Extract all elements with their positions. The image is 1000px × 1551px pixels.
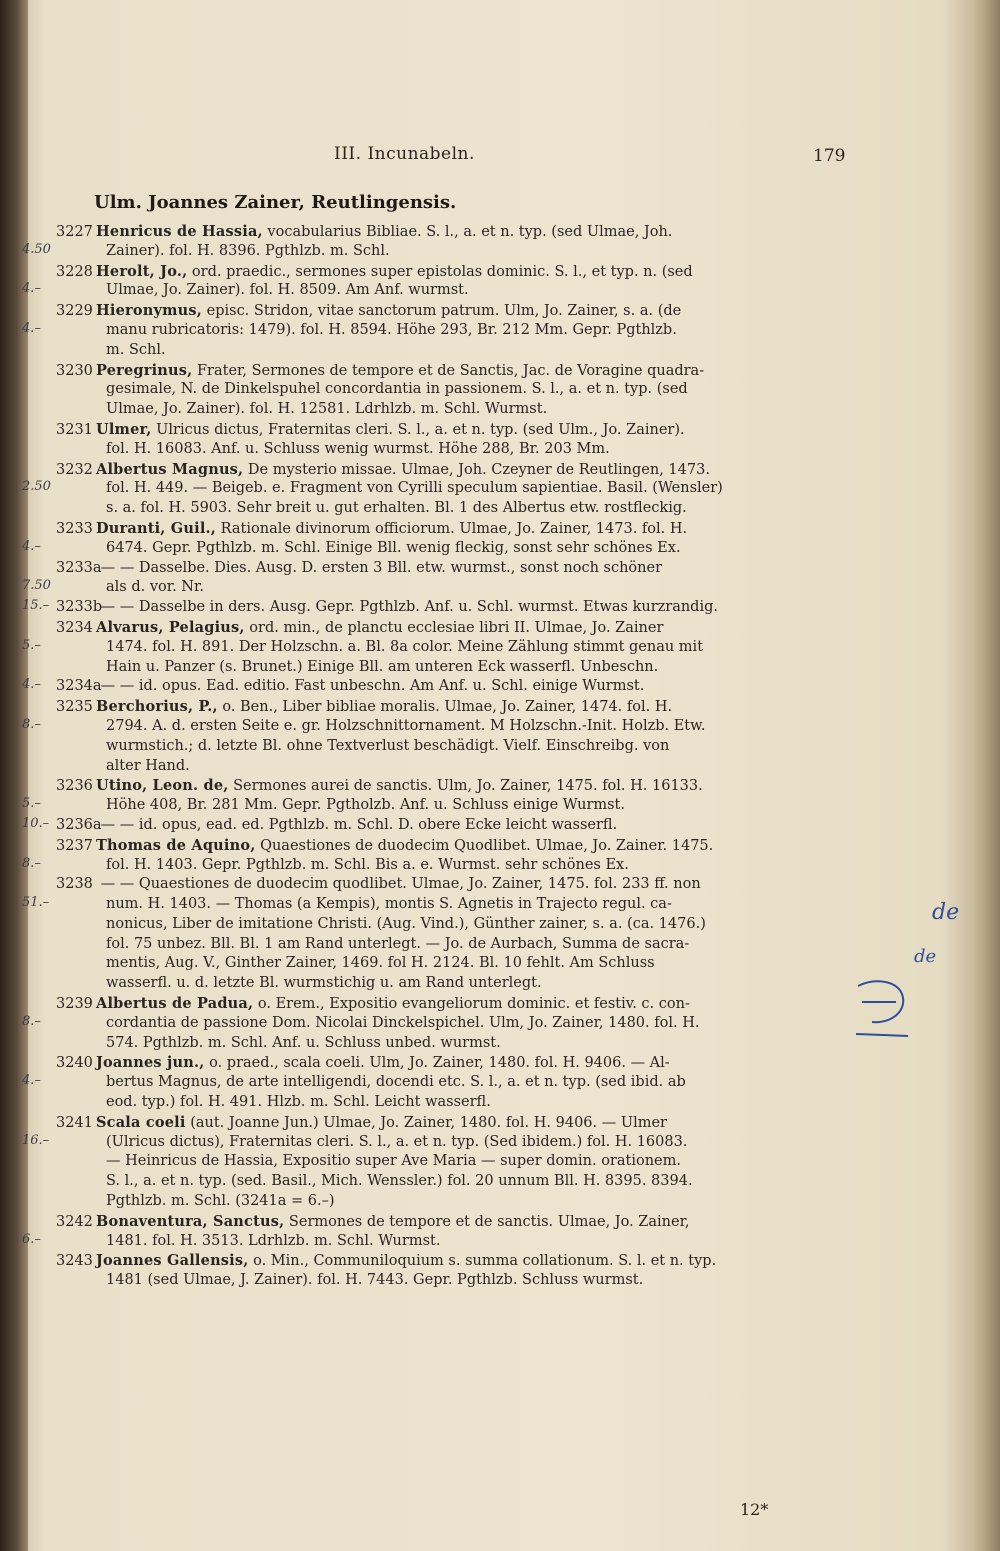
entry-text: 6474. Gepr. Pgthlzb. m. Schl. Einige Bll. wenig fleckig, sonst sehr schönes Ex. bbox=[106, 539, 681, 556]
entry-first-line bbox=[30, 519, 872, 539]
entry-number: 3235 bbox=[56, 699, 93, 716]
catalog-entry bbox=[22, 875, 970, 994]
handwritten-price: 10.– bbox=[22, 815, 50, 831]
entry-continuation-line bbox=[30, 1073, 872, 1093]
entry-text: 1481. fol. H. 3513. Ldrhlzb. m. Schl. Wurmst. bbox=[106, 1232, 441, 1249]
entry-text: gesimale, N. de Dinkelspuhel concordantia in passionem. S. l., a. et n. typ. (sed bbox=[106, 381, 688, 398]
entry-text: Ulmae, Jo. Zainer). fol. H. 8509. Am Anf. wurmst. bbox=[106, 282, 469, 299]
handwritten-price: 2.50 bbox=[22, 479, 51, 495]
entry-first-line bbox=[30, 361, 872, 381]
entry-first-line bbox=[30, 776, 872, 796]
entry-text: (Ulricus dictus), Fraternitas cleri. S. l., a. et n. typ. (Sed ibidem.) fol. H. 16083. bbox=[106, 1133, 688, 1150]
handwritten-price: 8.– bbox=[22, 855, 41, 871]
entry-first-line bbox=[30, 697, 872, 717]
entry-author: Berchorius, P., bbox=[96, 698, 218, 716]
entry-number: 3234 bbox=[56, 619, 93, 636]
handwritten-price: 4.– bbox=[22, 677, 41, 693]
entry-number: 3239 bbox=[56, 996, 93, 1013]
entry-first-line bbox=[30, 618, 872, 638]
entry-text: Sermones de tempore et de sanctis. Ulmae, Jo. Zainer, bbox=[284, 1213, 690, 1230]
entry-continuation-line bbox=[30, 341, 872, 361]
entry-continuation-line bbox=[30, 479, 872, 499]
entry-first-line bbox=[30, 420, 872, 440]
entry-text: Rationale divinorum officiorum. Ulmae, Jo. Zainer, 1473. fol. H. bbox=[216, 520, 688, 537]
entry-text: eod. typ.) fol. H. 491. Hlzb. m. Schl. Leicht wasserfl. bbox=[106, 1094, 491, 1111]
catalog-entry bbox=[22, 1113, 970, 1212]
entry-number: 3238 bbox=[56, 876, 93, 893]
entry-text: nonicus, Liber de imitatione Christi. (Aug. Vind.), Günther zainer, s. a. (ca. 1476.) bbox=[106, 915, 706, 932]
entry-number: 3236a bbox=[56, 816, 102, 833]
handwritten-price: 8.– bbox=[22, 716, 41, 732]
section-heading: Ulm. Joannes Zainer, Reutlingensis. bbox=[94, 192, 457, 213]
entry-number: 3236 bbox=[56, 778, 93, 795]
entry-continuation-line bbox=[30, 1271, 872, 1291]
page-header bbox=[30, 142, 970, 172]
signature-mark: 12* bbox=[740, 1500, 769, 1519]
entry-continuation-line bbox=[30, 1152, 872, 1172]
entry-text: fol. H. 16083. Anf. u. Schluss wenig wurmst. Höhe 288, Br. 203 Mm. bbox=[106, 440, 610, 457]
handwritten-price: 8.– bbox=[22, 1013, 41, 1029]
entry-number: 3232 bbox=[56, 461, 93, 478]
entry-continuation-line bbox=[30, 954, 872, 974]
entry-number: 3242 bbox=[56, 1213, 93, 1230]
handwritten-price: 4.50 bbox=[22, 241, 51, 257]
entry-text: vocabularius Bibliae. S. l., a. et n. typ. (sed Ulmae, Joh. bbox=[262, 224, 673, 240]
right-book-edge bbox=[974, 0, 1000, 1551]
catalog-entry bbox=[30, 361, 970, 420]
entry-first-line bbox=[30, 816, 872, 836]
catalog-entry bbox=[22, 519, 970, 559]
entry-text: Ulmae, Jo. Zainer). fol. H. 12581. Ldrhlzb. m. Schl. Wurmst. bbox=[106, 401, 548, 418]
entry-first-line bbox=[30, 460, 872, 480]
entry-continuation-line bbox=[30, 915, 872, 935]
handwritten-price: 4.– bbox=[22, 538, 41, 554]
entry-text: wasserfl. u. d. letzte Bl. wurmstichig u. am Rand unterlegt. bbox=[106, 975, 542, 992]
entry-author: Utino, Leon. de, bbox=[96, 777, 229, 795]
entry-text: s. a. fol. H. 5903. Sehr breit u. gut erhalten. Bl. 1 des Albertus etw. rostfleckig. bbox=[106, 500, 687, 517]
entry-text: — — id. opus. Ead. editio. Fast unbeschn. Am Anf. u. Schl. einige Wurmst. bbox=[96, 678, 645, 695]
entry-first-line bbox=[30, 994, 872, 1014]
entry-text: — — Dasselbe in ders. Ausg. Gepr. Pgthlzb. Anf. u. Schl. wurmst. Etwas kurzrandig. bbox=[96, 599, 718, 616]
entry-text: — Heinricus de Hassia, Expositio super Ave Maria — super domin. orationem. bbox=[106, 1153, 681, 1170]
entry-text: — — Quaestiones de duodecim quodlibet. Ulmae, Jo. Zainer, 1475. fol. 233 ff. non bbox=[96, 876, 701, 893]
entry-continuation-line bbox=[30, 1192, 872, 1212]
entry-text: ord. min., de planctu ecclesiae libri II. Ulmae, Jo. Zainer bbox=[244, 619, 664, 636]
entry-text: Quaestiones de duodecim Quodlibet. Ulmae, Jo. Zainer. 1475. bbox=[255, 837, 714, 854]
entry-author: Scala coeli bbox=[96, 1113, 186, 1131]
entry-text: Ulricus dictus, Fraternitas cleri. S. l., a. et n. typ. (sed Ulm., Jo. Zainer). bbox=[151, 421, 685, 438]
entry-author: Bonaventura, Sanctus, bbox=[96, 1212, 285, 1230]
catalog-entry bbox=[22, 262, 970, 302]
entry-number: 3233b bbox=[56, 599, 103, 616]
entry-continuation-line bbox=[30, 935, 872, 955]
handwritten-price: 4.– bbox=[22, 320, 41, 336]
handwritten-price: 6.– bbox=[22, 1231, 41, 1247]
entry-continuation-line bbox=[30, 757, 872, 777]
entry-first-line bbox=[30, 677, 872, 697]
entry-number: 3227 bbox=[56, 224, 93, 240]
entry-first-line bbox=[30, 875, 872, 895]
entry-text: fol. H. 449. — Beigeb. e. Fragment von Cyrilli speculum sapientiae. Basil. (Wensler) bbox=[106, 480, 723, 497]
entry-text: episc. Stridon, vitae sanctorum patrum. Ulm, Jo. Zainer, s. a. (de bbox=[202, 303, 682, 320]
entry-number: 3240 bbox=[56, 1055, 93, 1072]
entry-continuation-line bbox=[30, 658, 872, 678]
entry-text: Zainer). fol. H. 8396. Pgthlzb. m. Schl. bbox=[106, 242, 390, 259]
entry-author: Herolt, Jo., bbox=[96, 262, 188, 280]
catalog-entry bbox=[30, 420, 970, 460]
entry-continuation-line bbox=[30, 856, 872, 876]
entry-text: — — Dasselbe. Dies. Ausg. D. ersten 3 Bll. etw. wurmst., sonst noch schöner bbox=[96, 559, 663, 576]
entry-continuation-line bbox=[30, 242, 872, 262]
entry-text: cordantia de passione Dom. Nicolai Dinckelspichel. Ulm, Jo. Zainer, 1480. fol. H. bbox=[106, 1014, 700, 1031]
entry-text: De mysterio missae. Ulmae, Joh. Czeyner de Reutlingen, 1473. bbox=[243, 461, 710, 478]
handwritten-price: 4.– bbox=[22, 281, 41, 297]
entry-continuation-line bbox=[30, 638, 872, 658]
catalog-entry bbox=[22, 222, 970, 262]
entry-author: Albertus Magnus, bbox=[96, 460, 244, 478]
entry-continuation-line bbox=[30, 895, 872, 915]
entry-number: 3241 bbox=[56, 1114, 93, 1131]
entry-author: Duranti, Guil., bbox=[96, 519, 217, 537]
entry-author: Ulmer, bbox=[96, 420, 152, 438]
entry-first-line bbox=[30, 1113, 872, 1133]
entry-text: 2794. A. d. ersten Seite e. gr. Holzschnittornament. M Holzschn.-Init. Holzb. Etw. bbox=[106, 717, 706, 734]
entry-text: mentis, Aug. V., Ginther Zainer, 1469. fol H. 2124. Bl. 10 fehlt. Am Schluss bbox=[106, 955, 655, 972]
entry-number: 3234a bbox=[56, 678, 102, 695]
entry-continuation-line bbox=[30, 321, 872, 341]
entry-text: Pgthlzb. m. Schl. (3241a = 6.–) bbox=[106, 1193, 335, 1210]
entry-text: fol. 75 unbez. Bll. Bl. 1 am Rand unterlegt. — Jo. de Aurbach, Summa de sacra- bbox=[106, 935, 690, 952]
catalog-entry bbox=[22, 598, 970, 618]
entry-continuation-line bbox=[30, 440, 872, 460]
entry-number: 3229 bbox=[56, 303, 93, 320]
entry-author: Albertus de Padua, bbox=[96, 995, 254, 1013]
entry-continuation-line bbox=[30, 1172, 872, 1192]
handwritten-margin-note: de bbox=[914, 946, 937, 967]
entry-text: S. l., a. et n. typ. (sed. Basil., Mich. Wenssler.) fol. 20 unnum Bll. H. 8395. 8394. bbox=[106, 1173, 693, 1190]
catalog-entry bbox=[22, 1212, 970, 1252]
catalog-entry bbox=[22, 559, 970, 599]
handwritten-price: 5.– bbox=[22, 637, 41, 653]
entry-continuation-line bbox=[30, 1133, 872, 1153]
entry-text: Höhe 408, Br. 281 Mm. Gepr. Pgtholzb. Anf. u. Schluss einige Wurmst. bbox=[106, 797, 625, 814]
entry-number: 3237 bbox=[56, 837, 93, 854]
entry-first-line bbox=[30, 222, 872, 242]
catalog-entry bbox=[22, 697, 970, 776]
entry-text: m. Schl. bbox=[106, 341, 166, 358]
entry-number: 3233 bbox=[56, 520, 93, 537]
handwritten-price: 5.– bbox=[22, 796, 41, 812]
entry-first-line bbox=[30, 836, 872, 856]
entry-continuation-line bbox=[30, 1232, 872, 1252]
catalog-entry bbox=[22, 815, 970, 836]
handwritten-price: 16.– bbox=[22, 1132, 50, 1148]
entry-text: (aut. Joanne Jun.) Ulmae, Jo. Zainer, 1480. fol. H. 9406. — Ulmer bbox=[185, 1114, 667, 1131]
entry-continuation-line bbox=[30, 1034, 872, 1054]
entry-text: o. Erem., Expositio evangeliorum dominic. et festiv. c. con- bbox=[253, 996, 690, 1013]
entry-continuation-line bbox=[30, 1093, 872, 1113]
entry-continuation-line bbox=[30, 281, 872, 301]
entry-text: 1474. fol. H. 891. Der Holzschn. a. Bl. 8a color. Meine Zählung stimmt genau mit bbox=[106, 638, 704, 655]
entry-text: 574. Pgthlzb. m. Schl. Anf. u. Schluss unbed. wurmst. bbox=[106, 1034, 501, 1051]
entry-first-line bbox=[30, 559, 872, 579]
catalog-entry bbox=[22, 301, 970, 360]
catalog-entry bbox=[22, 677, 970, 697]
entry-text: bertus Magnus, de arte intelligendi, docendi etc. S. l., a. et n. typ. (sed ibid. ab bbox=[106, 1074, 686, 1091]
handwritten-bracket-icon bbox=[852, 972, 912, 1038]
entry-continuation-line bbox=[30, 796, 872, 816]
entry-text: o. Min., Communiloquium s. summa collationum. S. l. et n. typ. bbox=[248, 1253, 717, 1270]
entry-author: Hieronymus, bbox=[96, 302, 203, 320]
page-number: 179 bbox=[813, 146, 846, 166]
entry-first-line bbox=[30, 598, 872, 618]
entry-continuation-line bbox=[30, 380, 872, 400]
entry-number: 3233a bbox=[56, 559, 102, 576]
entry-text: wurmstich.; d. letzte Bl. ohne Textverlust beschädigt. Vielf. Einschreibg. von bbox=[106, 737, 670, 754]
entry-number: 3243 bbox=[56, 1253, 93, 1270]
entry-author: Henricus de Hassia, bbox=[96, 223, 263, 240]
entry-first-line bbox=[30, 1212, 872, 1232]
handwritten-price: 7.50 bbox=[22, 578, 51, 594]
catalog-entries bbox=[22, 222, 970, 1291]
entry-author: Joannes Gallensis, bbox=[96, 1252, 249, 1270]
handwritten-price: 15.– bbox=[22, 598, 50, 614]
entry-text: ord. praedic., sermones super epistolas dominic. S. l., et typ. n. (sed bbox=[187, 263, 693, 280]
catalog-entry bbox=[22, 618, 970, 677]
entry-continuation-line bbox=[30, 717, 872, 737]
entry-first-line bbox=[30, 1251, 872, 1271]
entry-continuation-line bbox=[30, 974, 872, 994]
handwritten-price: 4.– bbox=[22, 1073, 41, 1089]
entry-number: 3230 bbox=[56, 362, 93, 379]
entry-continuation-line bbox=[30, 499, 872, 519]
catalog-entry bbox=[22, 1053, 970, 1112]
entry-continuation-line bbox=[30, 737, 872, 757]
entry-author: Alvarus, Pelagius, bbox=[96, 618, 245, 636]
catalog-entry bbox=[22, 836, 970, 876]
entry-text: als d. vor. Nr. bbox=[106, 579, 204, 596]
entry-text: num. H. 1403. — Thomas (a Kempis), montis S. Agnetis in Trajecto regul. ca- bbox=[106, 896, 672, 913]
entry-continuation-line bbox=[30, 400, 872, 420]
entry-number: 3228 bbox=[56, 263, 93, 280]
entry-text: Frater, Sermones de tempore et de Sanctis, Jac. de Voragine quadra- bbox=[192, 362, 705, 379]
catalog-entry bbox=[30, 1251, 970, 1291]
entry-first-line bbox=[30, 262, 872, 282]
entry-first-line bbox=[30, 1053, 872, 1073]
entry-continuation-line bbox=[30, 1014, 872, 1034]
entry-text: manu rubricatoris: 1479). fol. H. 8594. Höhe 293, Br. 212 Mm. Gepr. Pgthlzb. bbox=[106, 321, 677, 338]
entry-author: Joannes jun., bbox=[96, 1054, 205, 1072]
running-title: III. Incunabeln. bbox=[334, 144, 475, 164]
handwritten-margin-note: de bbox=[932, 900, 960, 925]
entry-text: fol. H. 1403. Gepr. Pgthlzb. m. Schl. Bis a. e. Wurmst. sehr schönes Ex. bbox=[106, 856, 629, 873]
entry-author: Peregrinus, bbox=[96, 361, 193, 379]
entry-text: 1481 (sed Ulmae, J. Zainer). fol. H. 7443. Gepr. Pgthlzb. Schluss wurmst. bbox=[106, 1272, 644, 1289]
entry-text: — — id. opus, ead. ed. Pgthlzb. m. Schl. D. obere Ecke leicht wasserfl. bbox=[96, 816, 618, 833]
entry-text: o. Ben., Liber bibliae moralis. Ulmae, Jo. Zainer, 1474. fol. H. bbox=[217, 699, 673, 716]
entry-text: alter Hand. bbox=[106, 757, 190, 774]
handwritten-price: 51.– bbox=[22, 895, 50, 911]
catalog-page bbox=[22, 0, 972, 1551]
entry-text: Hain u. Panzer (s. Brunet.) Einige Bll. am unteren Eck wasserfl. Unbeschn. bbox=[106, 658, 659, 675]
entry-text: o. praed., scala coeli. Ulm, Jo. Zainer, 1480. fol. H. 9406. — Al- bbox=[204, 1055, 670, 1072]
catalog-entry bbox=[22, 776, 970, 816]
entry-continuation-line bbox=[30, 539, 872, 559]
entry-author: Thomas de Aquino, bbox=[96, 836, 256, 854]
entry-continuation-line bbox=[30, 578, 872, 598]
entry-text: Sermones aurei de sanctis. Ulm, Jo. Zainer, 1475. fol. H. 16133. bbox=[228, 778, 703, 795]
entry-first-line bbox=[30, 301, 872, 321]
left-book-edge bbox=[0, 0, 28, 1551]
catalog-entry bbox=[22, 460, 970, 519]
catalog-entry bbox=[22, 994, 970, 1053]
entry-number: 3231 bbox=[56, 421, 93, 438]
